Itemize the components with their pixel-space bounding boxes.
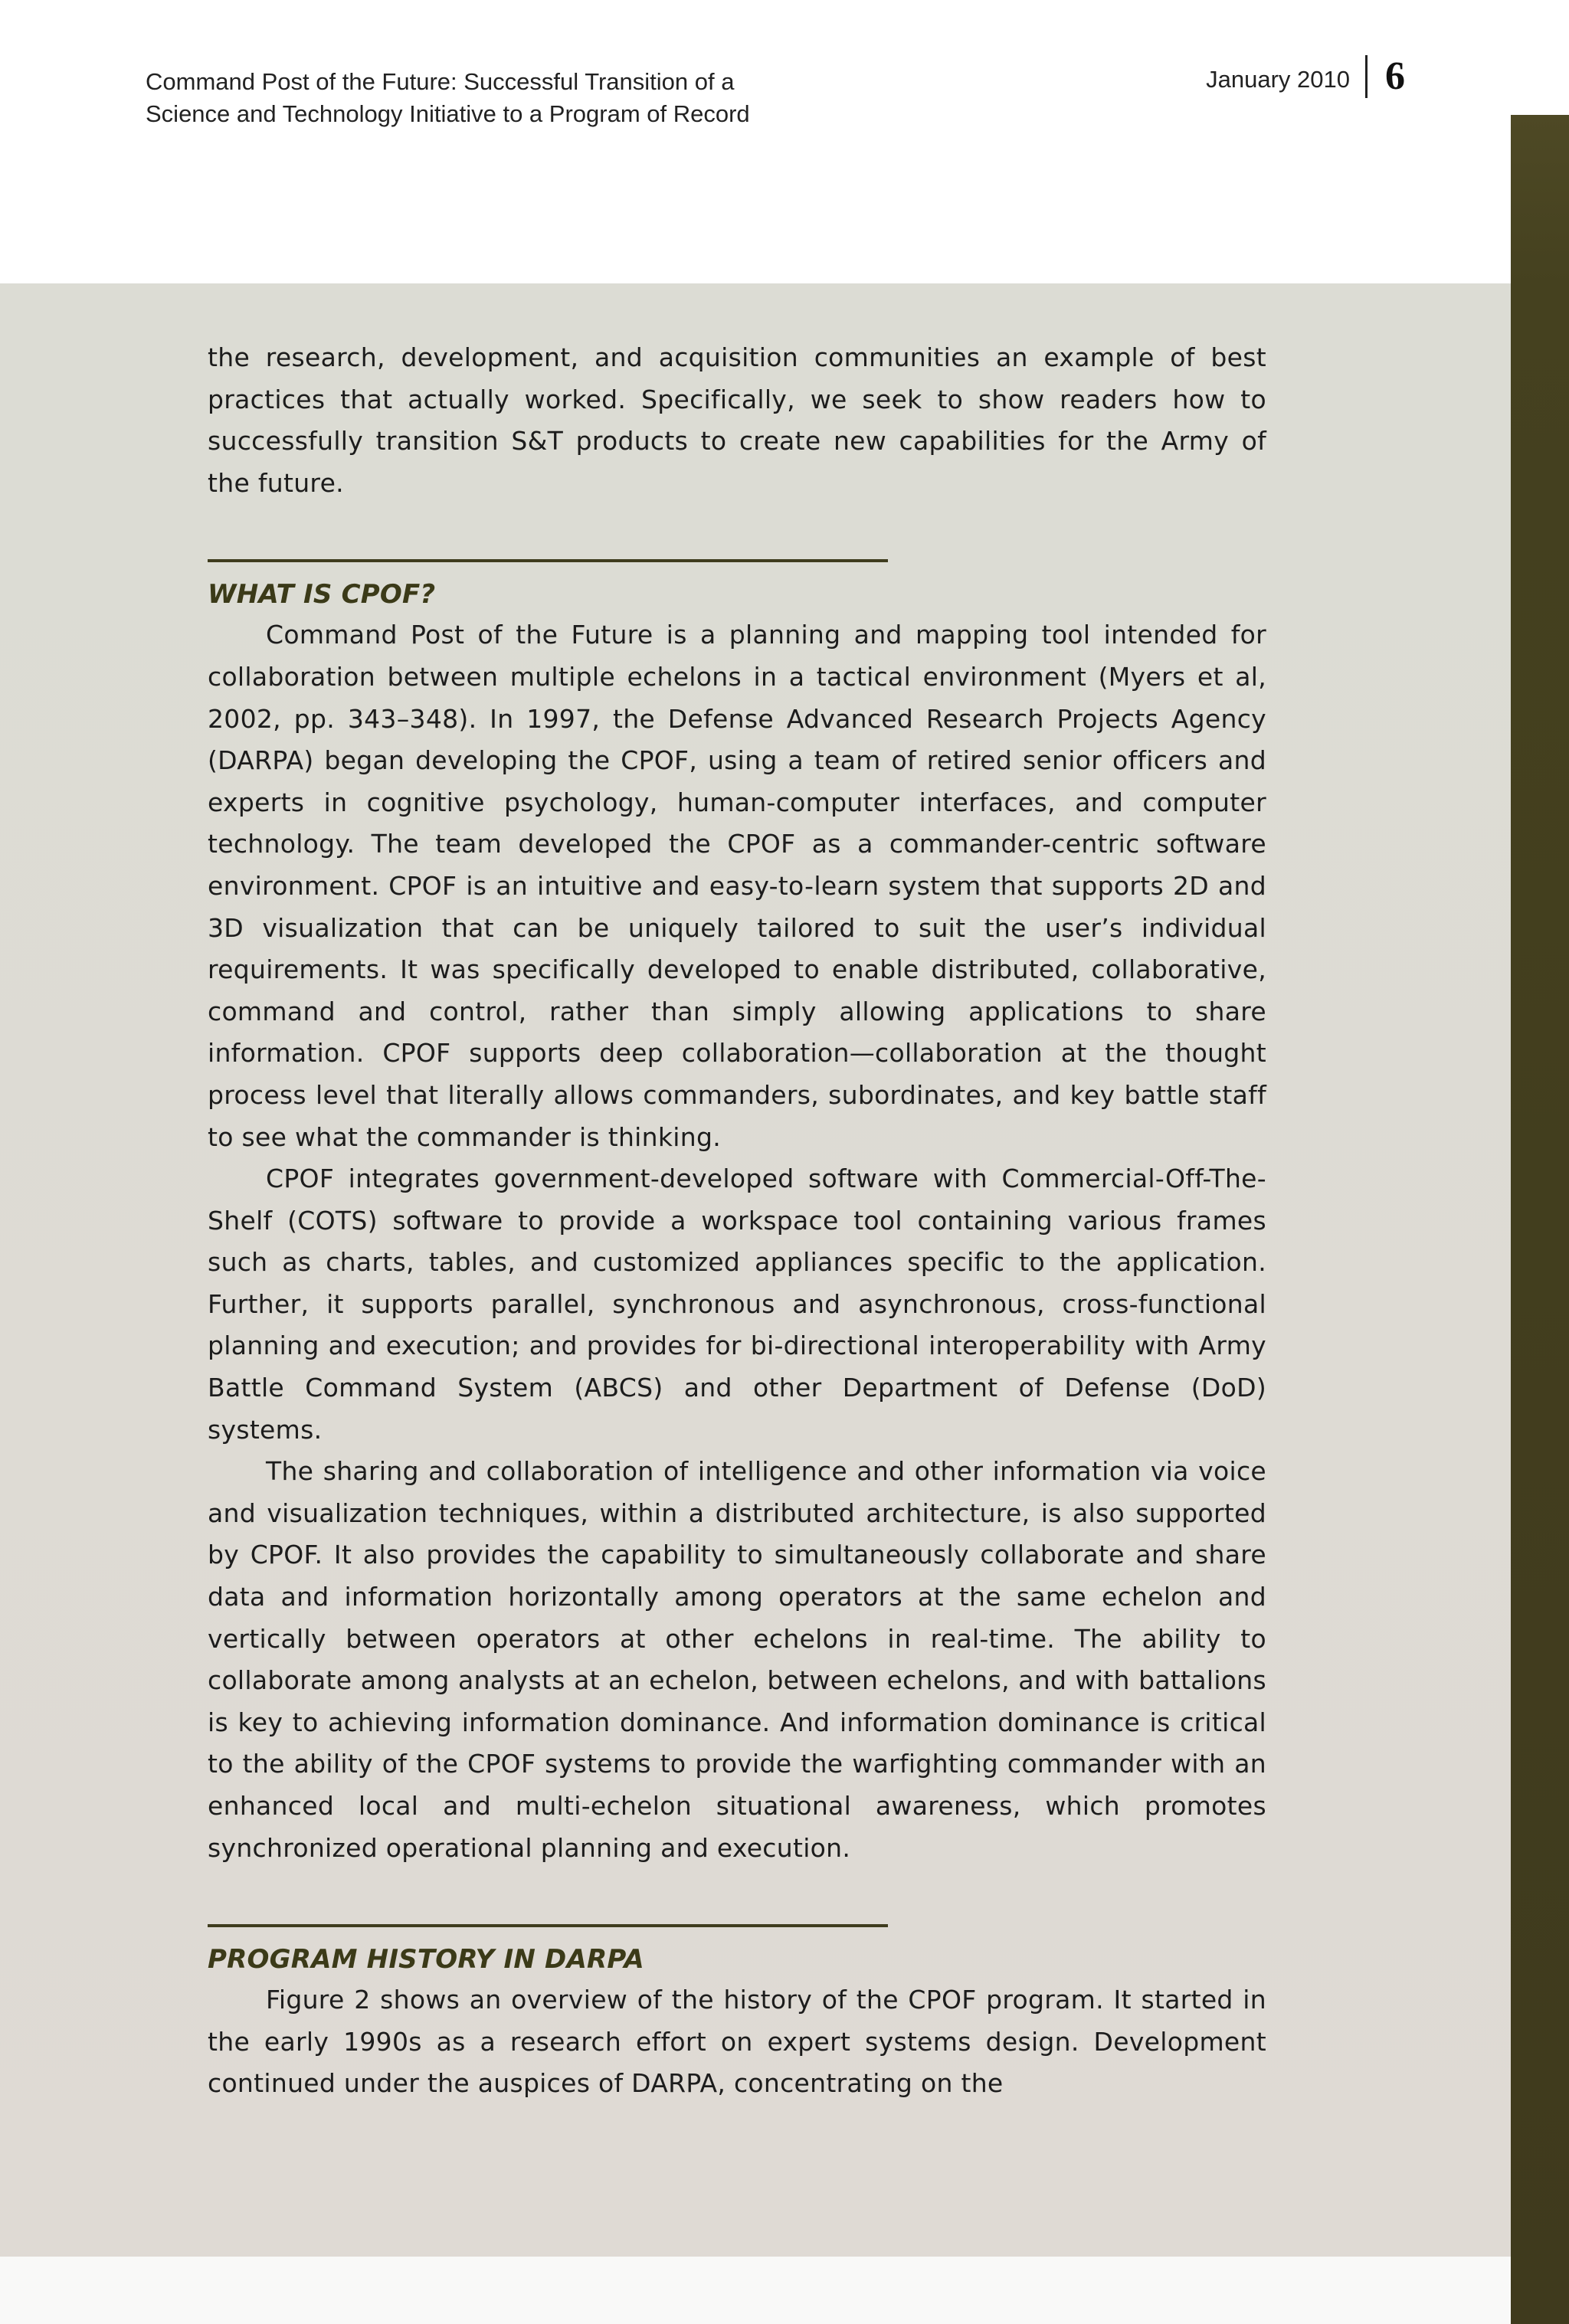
header-title-line-2: Science and Technology Initiative to a Program of Record (146, 100, 750, 127)
intro-paragraph: the research, development, and acquisition communities an example of best practices that actually worked. Specifically, we seek to show readers how to successfully transition S&T products to create new capabilities for the Army of the future. (208, 342, 1266, 498)
body-content (208, 337, 1266, 2105)
section-heading-program-history: PROGRAM HISTORY IN DARPA (208, 1944, 644, 1975)
section-rule-program-history (208, 1924, 888, 1927)
header-date: January 2010 (1206, 66, 1350, 93)
footer-strip (0, 2257, 1511, 2324)
section-rule-what-is-cpof (208, 559, 888, 562)
paragraph-cpof-integration: CPOF integrates government-developed software with Commercial-Off-The-Shelf (COTS) software to provide a workspace tool containing various frames such as charts, tables, and customized appliances specific to the application. Further, it supports parallel, synchronous and asynchronous, cross-functional planning and execution; and provides for bi-directional interoperability with Army Battle Command System (ABCS) and other Department of Defense (DoD) systems. (208, 1164, 1266, 1445)
header-title-line-1: Command Post of the Future: Successful Transition of a (146, 68, 735, 95)
page-number: 6 (1385, 54, 1405, 98)
section-heading-what-is-cpof: WHAT IS CPOF? (208, 579, 436, 610)
running-header-title (146, 66, 912, 130)
paragraph-cpof-collaboration: The sharing and collaboration of intelligence and other information via voice and visualization techniques, within a distributed architecture, is also supported by CPOF. It also provides the capability to simultaneously collaborate and share data and information horizontally among operators at the same echelon and vertically between operators at other echelons in real-time. The ability to collaborate among analysts at an echelon, between echelons, and with battalions is key to achieving information dominance. And information dominance is critical to the ability of the CPOF systems to provide the warfighting commander with an enhanced local and multi-echelon situational awareness, which promotes synchronized operational planning and execution. (208, 1456, 1266, 1863)
paragraph-program-history: Figure 2 shows an overview of the history of the CPOF program. It started in the early 1990s as a research effort on expert systems design. Development continued under the auspices of DARPA, concentrating on the (208, 1985, 1266, 2099)
side-accent-bar (1511, 115, 1569, 2324)
header-divider (1365, 55, 1368, 98)
paragraph-cpof-definition: Command Post of the Future is a planning and mapping tool intended for collaboration between multiple echelons in a tactical environment (Myers et al, 2002, pp. 343–348). In 1997, the Defense Advanced Research Projects Agency (DARPA) began developing the CPOF, using a team of retired senior officers and experts in cognitive psychology, human-computer interfaces, and computer technology. The team developed the CPOF as a commander-centric software environment. CPOF is an intuitive and easy-to-learn system that supports 2D and 3D visualization that can be uniquely tailored to suit the user’s individual requirements. It was specifically developed to enable distributed, collaborative, command and control, rather than simply allowing applications to share information. CPOF supports deep collaboration—collaboration at the thought process level that literally allows commanders, subordinates, and key battle staff to see what the commander is thinking. (208, 620, 1266, 1152)
